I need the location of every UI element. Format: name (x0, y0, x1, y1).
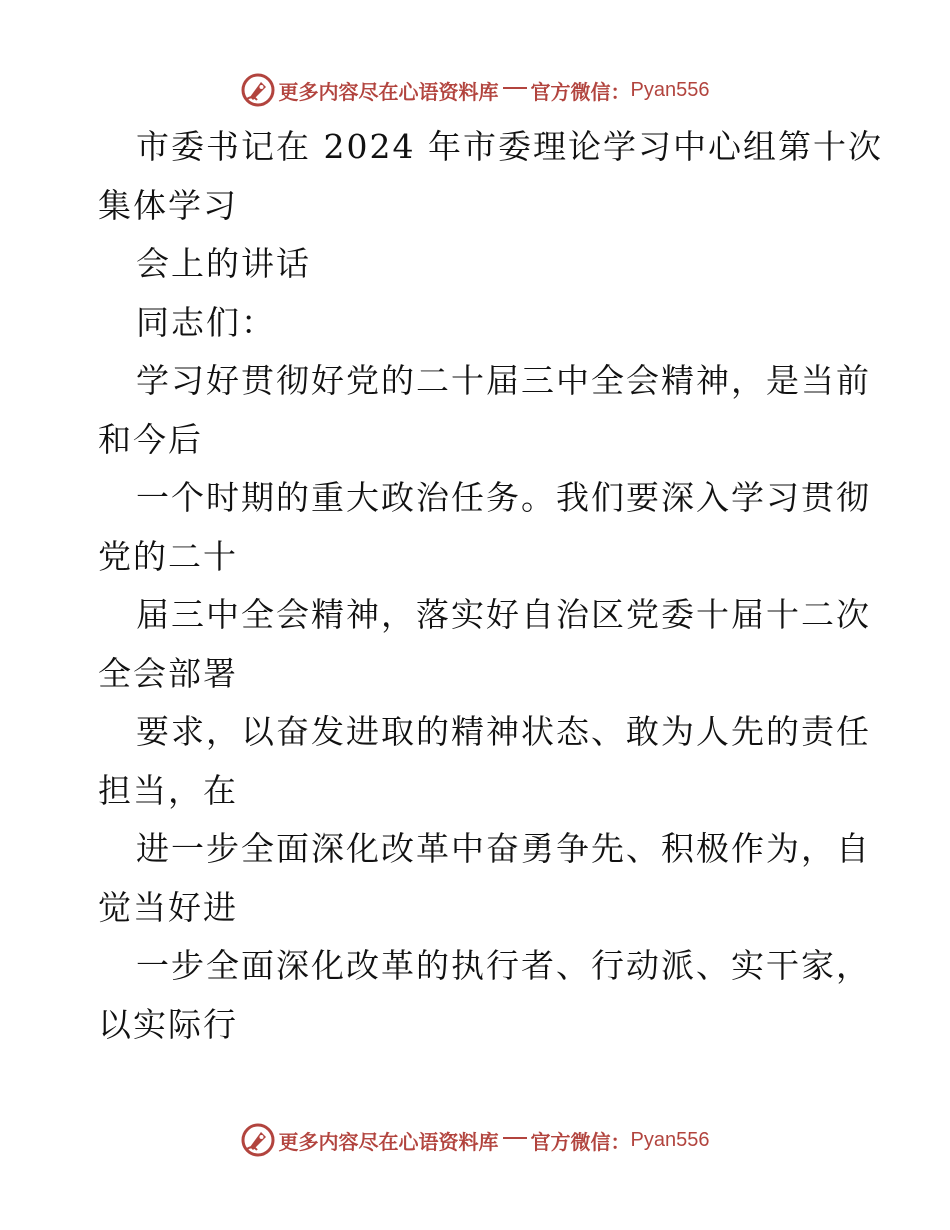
paragraph-line: 党的二十 (98, 536, 238, 576)
watermark-label: 官方微信： (530, 1129, 631, 1154)
watermark-dash (503, 87, 527, 89)
paragraph-line: 全会部署 (98, 653, 238, 693)
title-line-2: 集体学习 (98, 185, 238, 225)
document-body (98, 118, 883, 1054)
watermark-label: 官方微信： (530, 79, 631, 104)
header-watermark (0, 70, 950, 110)
watermark-account: Pyan556 (630, 1128, 710, 1151)
watermark-account: Pyan556 (630, 78, 710, 101)
paragraph-line: 担当，在 (98, 770, 238, 810)
paragraph-line: 一个时期的重大政治任务。我们要深入学习贯彻 (136, 478, 871, 517)
paragraph-line: 要求，以奋发进取的精神状态、敢为人先的责任 (136, 712, 871, 751)
watermark-text: 更多内容尽在心语资料库 (278, 1129, 499, 1154)
footer-watermark (0, 1120, 950, 1160)
watermark-text: 更多内容尽在心语资料库 (278, 79, 499, 104)
paragraph-line: 以实际行 (98, 1004, 238, 1044)
salutation: 同志们： (136, 302, 276, 342)
title-line-3: 会上的讲话 (136, 244, 311, 283)
paragraph-line: 进一步全面深化改革中奋勇争先、积极作为，自 (136, 829, 871, 868)
paragraph-line: 届三中全会精神，落实好自治区党委十届十二次 (136, 595, 871, 634)
paragraph-line: 一步全面深化改革的执行者、行动派、实干家， (136, 946, 871, 985)
paragraph-line: 学习好贯彻好党的二十届三中全会精神，是当前 (136, 361, 871, 400)
title-line-1: 市委书记在 2024 年市委理论学习中心组第十次 (136, 127, 883, 166)
watermark-dash (503, 1137, 527, 1139)
pen-nib-logo-icon (241, 1123, 275, 1157)
paragraph-line: 和今后 (98, 419, 203, 459)
pen-nib-logo-icon (241, 73, 275, 107)
paragraph-line: 觉当好进 (98, 887, 238, 927)
